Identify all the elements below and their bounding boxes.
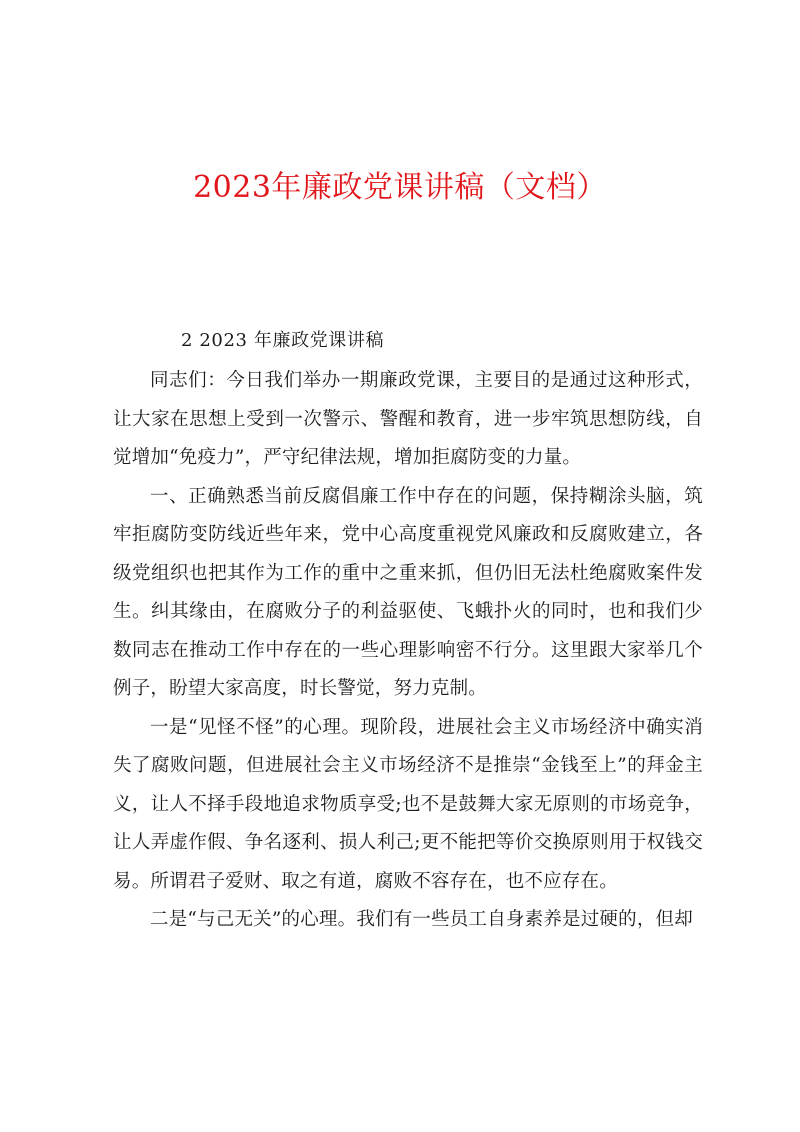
paragraph-point-two: 二是“与己无关”的心理。我们有一些员工自身素养是过硬的，但却	[150, 909, 693, 930]
section-subheading: 2 2023 年廉政党课讲稿	[181, 330, 385, 351]
paragraph-opening: 同志们：今日我们举办一期廉政党课，主要目的是通过这种形式，让大家在思想上受到一次警示、警醒和教育，进一步牢筑思想防线，自觉增加“免疫力”，严守纪律法规，增加拒腐防变的力量。	[113, 370, 703, 468]
document-body	[113, 324, 703, 940]
paragraph-section-one: 一、正确熟悉当前反腐倡廉工作中存在的问题，保持糊涂头脑，筑牢拒腐防变防线近些年来，党中心高度重视党风廉政和反腐败建立，各级党组织也把其作为工作的重中之重来抓，但仍旧无法杜绝腐败案件发生。纠其缘由，在腐败分子的利益驱使、飞蛾扑火的同时，也和我们少数同志在推动工作中存在的一些心理影响密不行分。这里跟大家举几个例子，盼望大家高度，时长警觉，努力克制。	[113, 485, 703, 699]
document-title: 2023年廉政党课讲稿（文档）	[193, 170, 607, 205]
paragraph-point-one: 一是“见怪不怪”的心理。现阶段，进展社会主义市场经济中确实消失了腐败问题，但进展社会主义市场经济不是推崇“金钱至上”的拜金主义，让人不择手段地追求物质享受;也不是鼓舞大家无原则的市场竞争，让人弄虚作假、争名逐利、损人利己;更不能把等价交换原则用于权钱交易。所谓君子爱财、取之有道，腐败不容存在，也不应存在。	[113, 716, 703, 892]
